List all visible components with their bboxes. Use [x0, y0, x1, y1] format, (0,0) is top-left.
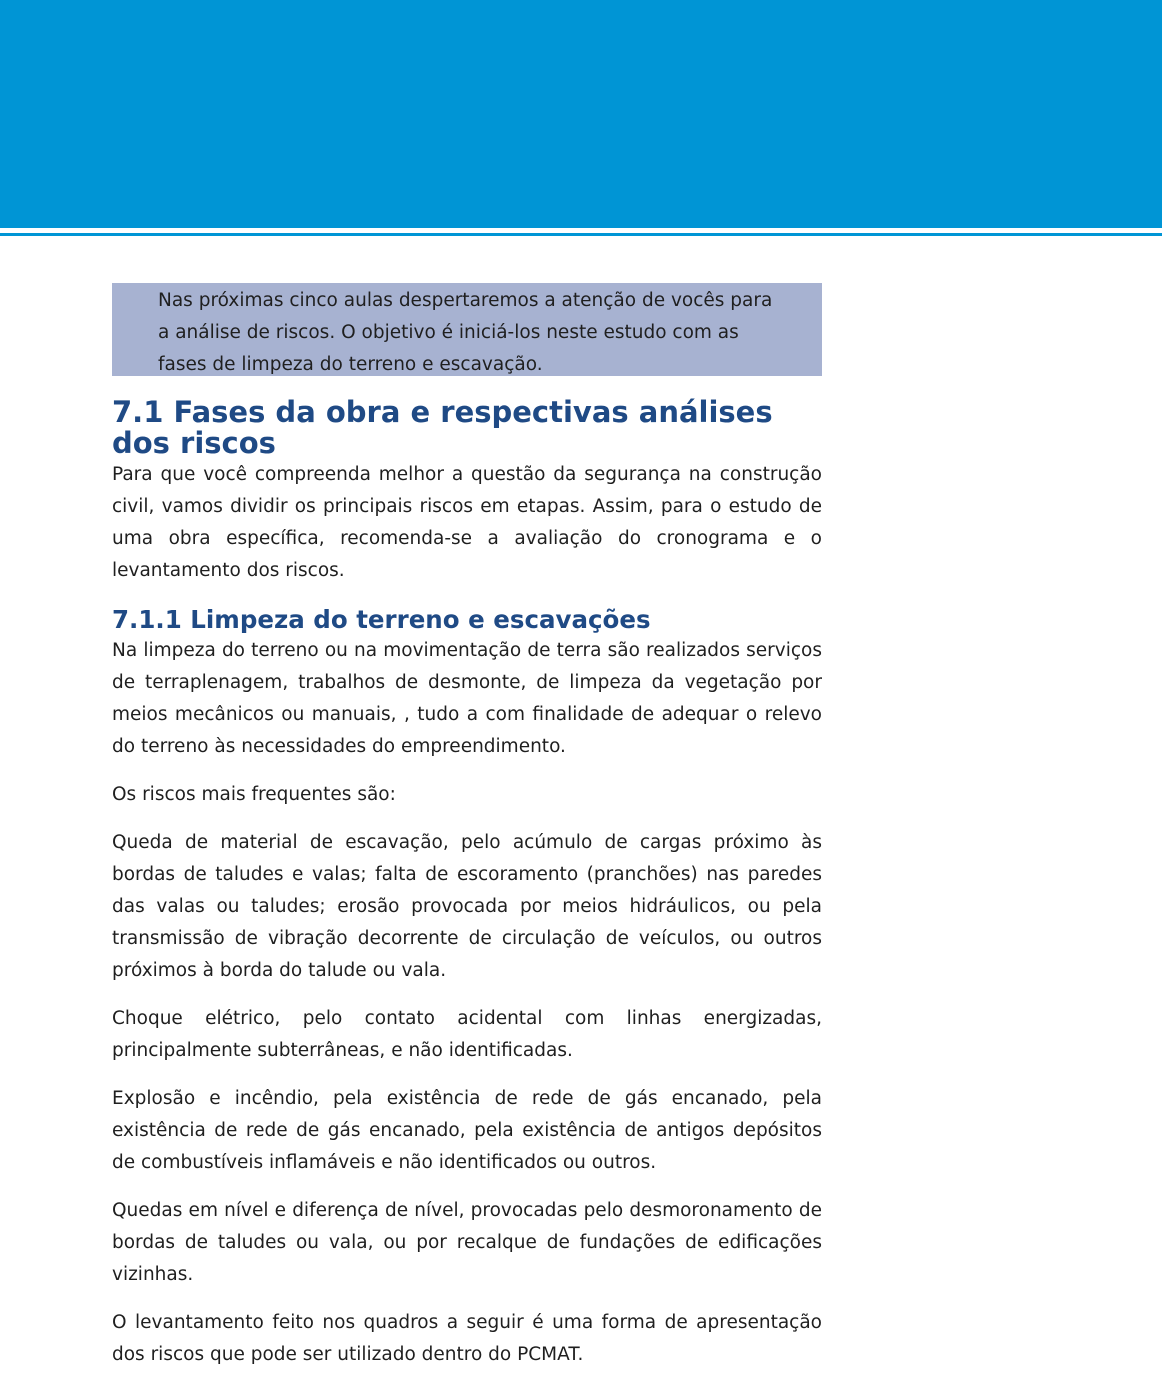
paragraph-intro: Na limpeza do terreno ou na movimentação de terra são realizados serviços de terraplenagem, trabalhos de desmonte, de limpeza da vegetação por meios mecânicos ou manuais, , tudo a com finalidade de adequar o relevo do terreno às necessidades do empreendimento.: [112, 640, 822, 757]
paragraph-closing: O levantamento feito nos quadros a seguir é uma forma de apresentação dos riscos que pode ser utilizado dentro do PCMAT.: [112, 1312, 822, 1365]
header-rule: [0, 233, 1162, 236]
section-title: 7.1 Fases da obra e respectivas análises dos riscos: [112, 395, 773, 460]
section-paragraph: Para que você compreenda melhor a questão da segurança na construção civil, vamos dividir os principais riscos em etapas. Assim, para o estudo de uma obra específica, recomenda-se a avaliação do cronograma e o levantamento dos riscos.: [112, 464, 822, 581]
paragraph-risk-falls: Quedas em nível e diferença de nível, provocadas pelo desmoronamento de bordas de taludes ou vala, ou por recalque de fundações de edificações vizinhas.: [112, 1200, 822, 1285]
intro-box: [112, 283, 822, 376]
paragraph-risks-lead: Os riscos mais frequentes são:: [112, 784, 396, 805]
paragraph-risk-electric-shock: Choque elétrico, pelo contato acidental com linhas energizadas, principalmente subterrâneas, e não identificadas.: [112, 1008, 822, 1061]
paragraph-risk-fall-material: Queda de material de escavação, pelo acúmulo de cargas próximo às bordas de taludes e valas; falta de escoramento (pranchões) nas paredes das valas ou taludes; erosão provocada por meios hidráulicos, ou pela transmissão de vibração decorrente de circulação de veículos, ou outros próximos à borda do talude ou vala.: [112, 832, 822, 981]
paragraph-risk-explosion: Explosão e incêndio, pela existência de rede de gás encanado, pela existência de rede de gás encanado, pela existência de antigos depósitos de combustíveis inflamáveis e não identificados ou outros.: [112, 1088, 822, 1173]
subsection-title: 7.1.1 Limpeza do terreno e escavações: [112, 605, 651, 634]
page-content: [112, 283, 822, 1371]
intro-text: Nas próximas cinco aulas despertaremos a atenção de vocês para a análise de riscos. O objetivo é iniciá-los neste estudo com as fases de limpeza do terreno e escavação.: [158, 290, 773, 375]
header-band: [0, 0, 1162, 228]
